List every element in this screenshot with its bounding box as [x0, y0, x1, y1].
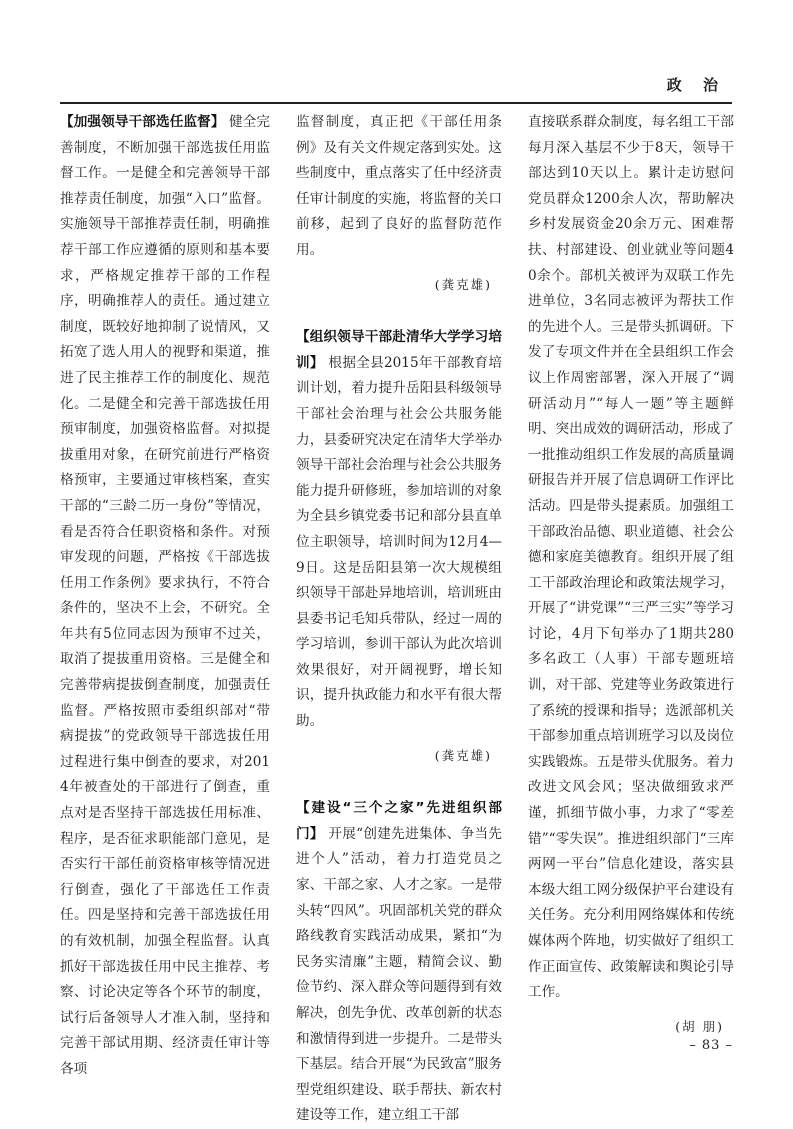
article-2-body: 根据全县2015年干部教育培训计划，着力提升岳阳县科级领导干部社会治理与社会公共服务能力，县委研究决定在清华大学举办领导干部社会治理与社会公共服务能力提升研修班，参加培训的对象为全县乡镇党委书记和部分县直单位主职领导，培训时间为12月4—9日。这是岳阳县第一次大规模组织领导干部赴异地培训，培训班由县委书记毛知兵带队，经过一周的学习培训，参训干部认为此次培训效果很好，对开阔视野，增长知识，提升执政能力和水平有很大帮助。 [296, 354, 502, 730]
article-1-author: (龚克雄) [434, 276, 492, 292]
article-2-author: (龚克雄) [434, 747, 492, 763]
column-2 [296, 110, 502, 1129]
article-1-body-part1: 健全完善制度，不断加强干部选拔任用监督工作。一是健全和完善领导干部推荐责任制度，加强“入口”监督。实施领导干部推荐责任制，明确推荐干部工作应遵循的原则和基本要求，严格规定推荐干部的工作程序，明确推荐人的责任。通过建立制度，既较好地抑制了说情风，又拓宽了选人用人的视野和渠道，推进了民主推荐工作的制度化、规范化。二是健全和完善干部选拔任用预审制度，加强资格监督。对拟提拔重用对象，在研究前进行严格资格预审，主要通过审核档案，查实干部的“三龄二历一身份”等情况，看是否符合任职资格和条件。对预审发现的问题，严格按《干部选拔任用工作条例》要求执行，不符合条件的，坚决不上会，不研究。全年共有5位同志因为预审不过关，取消了提拔重用资格。三是健全和完善带病提拔倒查制度，加强责任监督。严格按照市委组织部对“带病提拔”的党政领导干部选拔任用过程进行集中倒查的要求，对2014年被查处的干部进行了倒查，重点对是否坚持干部选拔任用标准、程序，是否征求职能部门意见，是否实行干部任前资格审核等情况进行倒查，强化了干部选任工作责任。四是坚持和完善干部选拔任用的有效机制，加强全程监督。认真抓好干部选拔任用中民主推荐、考察、讨论决定等各个环节的制度，试行后备领导人才准入制，坚持和完善干部试用期、经济责任审计等各项 [60, 114, 271, 1077]
page-header [60, 70, 732, 106]
page-number: – 83 – [689, 1038, 733, 1053]
article-2-paragraph [296, 325, 502, 735]
article-3-paragraph [296, 796, 502, 1129]
article-1-title: 【加强领导干部选任监督】 [60, 114, 225, 130]
article-3-title: 【建设“三个之家”先进组织部门】 [296, 800, 502, 842]
header-rule [60, 102, 732, 104]
column-3 [528, 110, 734, 1051]
column-1 [60, 110, 270, 1083]
article-3-body-part1: 开展“创建先进集体、争当先进个人”活动，着力打造党员之家、干部之家、人才之家。一是带头转“四风”。巩固部机关党的群众路线教育实践活动成果，紧扣“为民务实清廉”主题，精简会议、勤俭节约、深入群众等问题得到有效解决，创先争优、改革创新的状态和激情得到进一步提升。二是带头下基层。结合开展“为民致富”服务型党组织建设、联手帮扶、新农村建设等工作，建立组工干部 [296, 825, 503, 1124]
article-3-body-part2: 直接联系群众制度，每名组工干部每月深入基层不少于8天，领导干部达到10天以上。累计走访慰问党员群众1200余人次，帮助解决乡村发展资金20余万元、困难帮扶、村部建设、创业就业等问题40余个。部机关被评为双联工作先进单位，3名同志被评为帮扶工作的先进个人。三是带头抓调研。下发了专项文件并在全县组织工作会议上作周密部署，深入开展了“调研活动月”“每人一题”等主题鲜明、突出成效的调研活动，形成了一批推动组织工作发展的高质量调研报告并开展了信息调研工作评比活动。四是带头提素质。加强组工干部政治品德、职业道德、社会公德和家庭美德教育。组织开展了组工干部政治理论和政策法规学习，开展了“讲党课”“三严三实”等学习讨论，4月下旬举办了1期共280多名政工（人事）干部专题班培训，对干部、党建等业务政策进行了系统的授课和指导；选派部机关干部参加重点培训班学习以及岗位实践锻炼。五是带头优服务。着力改进文风会风；坚决做细致求严谨，抓细节做小事，力求了“零差错”“零失误”。推进组织部门“三库两网一平台”信息化建设，落实县本级大组工网分级保护平台建设有关任务。充分利用网络媒体和传统媒体两个阵地，切实做好了组织工作正面宣传、政策解读和舆论引导工作。 [528, 114, 734, 1001]
article-3-author: (胡 朋) [675, 1018, 724, 1034]
section-title: 政 治 [666, 76, 726, 94]
article-2-title: 【组织领导干部赴清华大学学习培训】 [296, 329, 502, 371]
article-1-paragraph [60, 110, 270, 1083]
article-1-body-part2: 监督制度，真正把《干部任用条例》及有关文件规定落到实处。这些制度中，重点落实了任中经济责任审计制度的实施，将监督的关口前移，起到了良好的监督防范作用。 [296, 114, 502, 258]
